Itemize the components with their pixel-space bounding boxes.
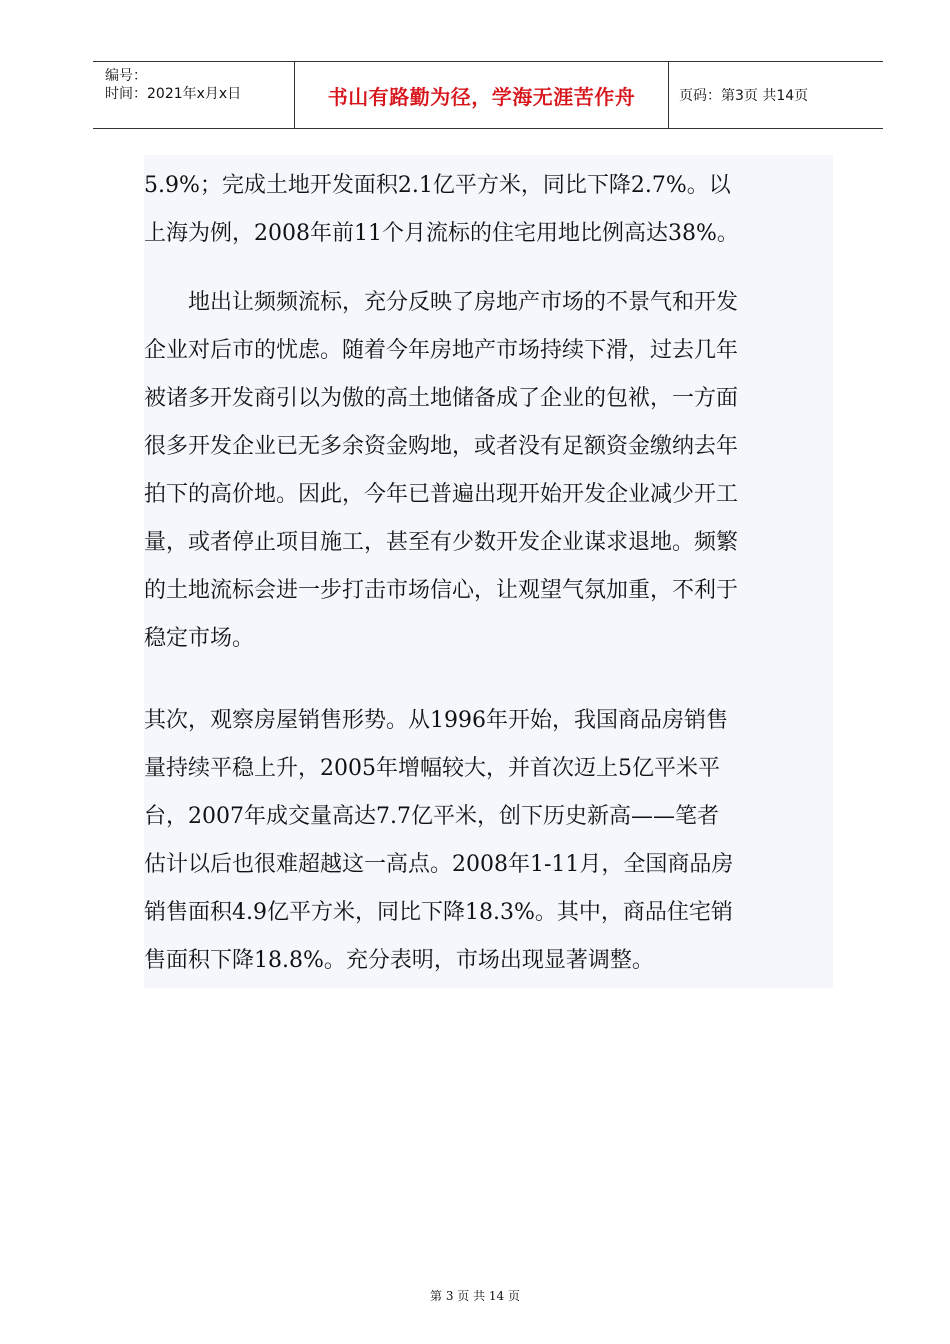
header-motto-cell [295, 62, 669, 128]
document-number-label: 编号： [105, 68, 147, 84]
text-line: 销售面积4.9亿平方米，同比下降18.3%。其中，商品住宅销 [144, 900, 733, 925]
text-line: 很多开发企业已无多余资金购地，或者没有足额资金缴纳去年 [144, 434, 739, 459]
text-line: 台，2007年成交量高达7.7亿平米，创下历史新高——笔者 [144, 804, 719, 829]
text-line: 上海为例，2008年前11个月流标的住宅用地比例高达38%。 [144, 221, 739, 246]
text-line: 稳定市场。 [144, 626, 255, 651]
text-line: 5.9%；完成土地开发面积2.1亿平方米，同比下降2.7%。以 [144, 173, 731, 198]
text-line: 售面积下降18.8%。充分表明，市场出现显著调整。 [144, 948, 654, 973]
paragraph-3 [144, 697, 833, 985]
text-line: 企业对后市的忧虑。随着今年房地产市场持续下滑，过去几年 [144, 338, 739, 363]
page-footer: 第 3 页 共 14 页 [430, 1289, 520, 1303]
document-time-label: 时间：2021年x月x日 [105, 86, 242, 102]
header-page-cell [669, 62, 883, 128]
paragraph-1 [144, 162, 833, 258]
paragraph-2 [144, 279, 833, 663]
text-line: 量持续平稳上升，2005年增幅较大，并首次迈上5亿平米平 [144, 756, 720, 781]
text-line: 其次，观察房屋销售形势。从1996年开始，我国商品房销售 [144, 708, 728, 733]
header-meta-cell [93, 62, 295, 128]
text-line: 拍下的高价地。因此，今年已普遍出现开始开发企业减少开工 [144, 482, 739, 507]
text-line: 被诸多开发商引以为傲的高土地储备成了企业的包袱，一方面 [144, 386, 739, 411]
text-line: 地出让频频流标，充分反映了房地产市场的不景气和开发 [144, 290, 739, 315]
text-line: 量，或者停止项目施工，甚至有少数开发企业谋求退地。频繁 [144, 530, 739, 555]
text-line: 估计以后也很难超越这一高点。2008年1-11月，全国商品房 [144, 852, 734, 877]
text-line: 的土地流标会进一步打击市场信心，让观望气氛加重，不利于 [144, 578, 739, 603]
header-page-code: 页码：第3页 共14页 [679, 88, 809, 104]
page-header [93, 61, 883, 129]
document-body [144, 155, 833, 988]
header-motto: 书山有路勤为径，学海无涯苦作舟 [327, 84, 636, 109]
